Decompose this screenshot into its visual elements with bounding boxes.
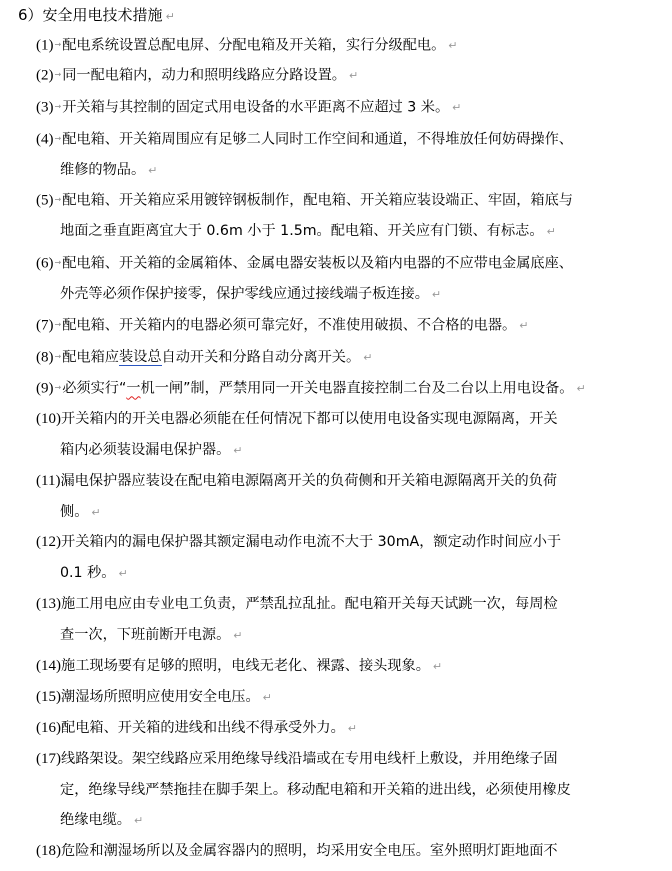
item-number: (8) xyxy=(36,349,54,366)
tab-arrow-icon: → xyxy=(54,40,62,49)
item-text: 查一次，下班前断开电源。 xyxy=(60,626,231,643)
item-line xyxy=(36,558,636,590)
item-line xyxy=(36,744,636,775)
item-line xyxy=(36,310,636,342)
section-heading xyxy=(18,4,175,28)
spelling-squiggle: 一 xyxy=(126,380,141,397)
list-item xyxy=(36,342,636,374)
item-line xyxy=(36,466,636,497)
grammar-underline: 装设总 xyxy=(118,349,162,366)
list-item xyxy=(36,124,636,186)
paragraph-mark-icon: ↵ xyxy=(363,351,373,365)
tab-arrow-icon: → xyxy=(54,320,62,329)
item-line xyxy=(36,620,636,652)
paragraph-mark-icon: ↵ xyxy=(133,814,144,828)
list-item xyxy=(36,310,636,342)
item-line xyxy=(36,775,636,806)
item-text: 配电系统设置总配电屏、分配电箱及开关箱，实行分级配电。 xyxy=(62,37,446,54)
list-item xyxy=(36,185,636,247)
list-item xyxy=(36,744,636,837)
item-text: 配电箱、开关箱内的电器必须可靠完好，不准使用破损、不合格的电器。 xyxy=(62,317,517,334)
paragraph-mark-icon: ↵ xyxy=(233,443,243,457)
tab-arrow-icon: → xyxy=(54,134,62,143)
item-text: 同一配电箱内，动力和照明线路应分路设置。 xyxy=(62,67,346,84)
item-text: 潮湿场所照明应使用安全电压。 xyxy=(61,689,260,705)
list-item xyxy=(36,589,636,651)
item-number: (6) xyxy=(36,255,54,272)
paragraph-mark-icon: ↵ xyxy=(519,319,529,333)
list-item xyxy=(36,373,636,405)
item-line xyxy=(36,60,636,92)
list-item xyxy=(36,682,636,714)
paragraph-mark-icon: ↵ xyxy=(165,10,175,23)
item-text: 配电箱、开关箱周围应有足够二人同时工作空间和通道，不得堆放任何妨碍操作、 xyxy=(62,131,573,148)
item-number: (13) xyxy=(36,596,61,612)
item-text: 配电箱、开关箱应采用镀锌钢板制作，配电箱、开关箱应装设端正、牢固，箱底与 xyxy=(62,192,573,209)
item-line xyxy=(36,713,636,745)
list-item xyxy=(36,527,636,589)
item-line xyxy=(36,836,636,867)
item-line xyxy=(36,30,636,62)
item-text: 外壳等必须作保护接零，保护零线应通过接线端子板连接。 xyxy=(60,285,429,302)
paragraph-mark-icon: ↵ xyxy=(452,101,462,115)
item-line xyxy=(36,682,636,714)
paragraph-mark-icon: ↵ xyxy=(576,382,586,396)
item-number: (15) xyxy=(36,689,61,705)
item-line xyxy=(36,279,636,311)
list-item xyxy=(36,248,636,310)
item-text: 维修的物品。 xyxy=(60,161,146,178)
item-number: (17) xyxy=(36,751,61,767)
item-line xyxy=(36,651,636,683)
paragraph-mark-icon: ↵ xyxy=(448,39,458,53)
item-number: (11) xyxy=(36,473,61,489)
paragraph-mark-icon: ↵ xyxy=(432,660,443,673)
item-line xyxy=(36,342,636,374)
item-line xyxy=(36,589,636,620)
list-item xyxy=(36,651,636,683)
item-number: (18) xyxy=(36,843,61,859)
item-line xyxy=(36,404,636,435)
item-number: (10) xyxy=(36,411,61,427)
item-number: (5) xyxy=(36,192,54,209)
item-text: 箱内必须装设漏电保护器。 xyxy=(60,441,231,458)
tab-arrow-icon: → xyxy=(54,258,62,267)
item-text: 施工现场要有足够的照明，电线无老化、裸露、接头现象。 xyxy=(61,658,430,674)
list-item xyxy=(36,466,636,528)
item-line xyxy=(36,92,636,124)
paragraph-mark-icon: ↵ xyxy=(148,163,158,177)
item-line xyxy=(36,497,636,529)
list-item xyxy=(36,404,636,466)
item-text: 开关箱内的漏电保护器其额定漏电动作电流不大于 30mA，额定动作时间应小于 xyxy=(61,534,562,550)
paragraph-mark-icon: ↵ xyxy=(546,224,556,238)
item-text: 定，绝缘导线严禁拖挂在脚手架上。移动配电箱和开关箱的进出线，必须使用橡皮 xyxy=(60,781,571,798)
paragraph-mark-icon: ↵ xyxy=(262,691,272,704)
item-number: (3) xyxy=(36,99,54,116)
item-number: (12) xyxy=(36,534,61,550)
paragraph-mark-icon: ↵ xyxy=(233,628,243,642)
list-item xyxy=(36,92,636,124)
list-item xyxy=(36,836,636,867)
item-number: (2) xyxy=(36,67,54,84)
item-text: 绝缘电缆。 xyxy=(60,812,131,829)
paragraph-mark-icon: ↵ xyxy=(431,287,442,301)
item-text: 漏电保护器应装设在配电箱电源隔离开关的负荷侧和开关箱电源隔离开关的负荷 xyxy=(60,473,558,489)
item-text: 危险和潮湿场所以及金属容器内的照明，均采用安全电压。室外照明灯距地面不 xyxy=(61,843,558,859)
item-text: 侧。 xyxy=(60,503,89,520)
item-line xyxy=(36,373,636,405)
item-text: 配电箱、开关箱的进线和出线不得承受外力。 xyxy=(61,720,345,736)
item-text: 配电箱、开关箱的金属箱体、金属电器安装板以及箱内电器的不应带电金属底座、 xyxy=(62,255,573,272)
paragraph-mark-icon: ↵ xyxy=(348,69,359,83)
item-line xyxy=(36,435,636,467)
paragraph-mark-icon: ↵ xyxy=(91,505,101,519)
item-number: (9) xyxy=(36,380,54,397)
item-line xyxy=(36,527,636,558)
item-line xyxy=(36,155,636,187)
item-text: 0.1 秒。 xyxy=(60,564,116,581)
tab-arrow-icon: → xyxy=(54,383,62,392)
item-text: 配电箱应装设总自动开关和分路自动分离开关。 xyxy=(62,349,361,366)
item-number: (1) xyxy=(36,37,54,54)
item-number: (14) xyxy=(36,658,61,674)
item-line xyxy=(36,805,636,837)
item-number: (7) xyxy=(36,317,54,334)
tab-arrow-icon: → xyxy=(54,70,62,79)
item-number: (16) xyxy=(36,720,61,736)
section-number: 6） xyxy=(18,6,43,24)
tab-arrow-icon: → xyxy=(54,352,62,361)
item-line xyxy=(36,185,636,216)
paragraph-mark-icon: ↵ xyxy=(347,722,357,735)
list-item xyxy=(36,30,636,62)
item-text: 施工用电应由专业电工负责，严禁乱拉乱扯。配电箱开关每天试跳一次，每周检 xyxy=(61,596,558,612)
item-text: 线路架设。架空线路应采用绝缘导线沿墙或在专用电线杆上敷设，并用绝缘子固 xyxy=(61,751,558,767)
tab-arrow-icon: → xyxy=(54,195,62,204)
item-text: 开关箱内的开关电器必须能在任何情况下都可以使用电设备实现电源隔离，开关 xyxy=(61,411,558,427)
paragraph-mark-icon: ↵ xyxy=(118,566,128,580)
item-line xyxy=(36,248,636,279)
list-item xyxy=(36,60,636,92)
item-text: 开关箱与其控制的固定式用电设备的水平距离不应超过 3 米。 xyxy=(62,99,450,116)
item-line xyxy=(36,216,636,248)
item-line xyxy=(36,124,636,155)
tab-arrow-icon: → xyxy=(54,102,62,111)
item-number: (4) xyxy=(36,131,54,148)
list-item xyxy=(36,713,636,745)
item-text: 必须实行“一机一闸”制，严禁用同一开关电器直接控制二台及二台以上用电设备。 xyxy=(62,380,574,397)
item-text: 地面之垂直距离宜大于 0.6m 小于 1.5m。配电箱、开关应有门锁、有标志。 xyxy=(60,222,544,239)
section-title: 安全用电技术措施 xyxy=(42,6,163,24)
